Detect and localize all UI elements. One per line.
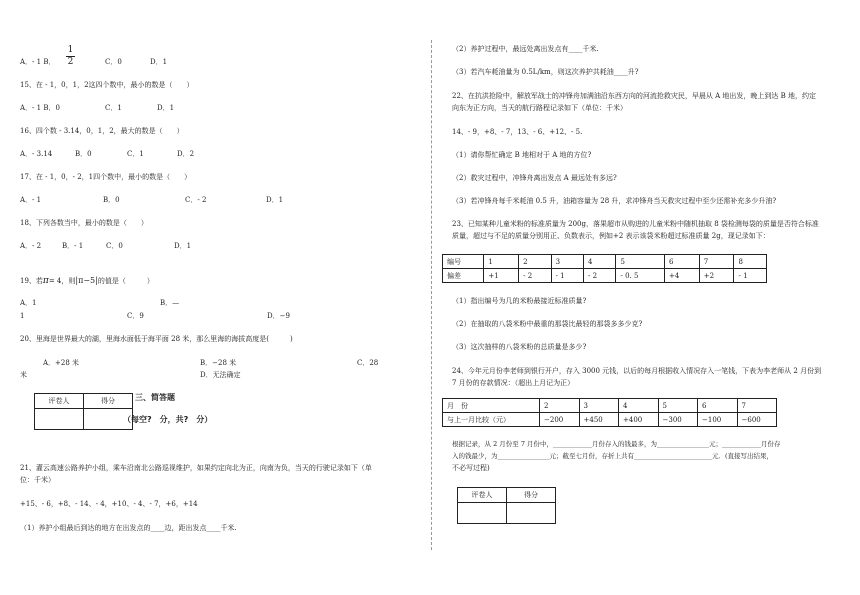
table-cell: 6 (698, 399, 738, 413)
table-cell: 偏差 (443, 269, 484, 283)
q22-part1: （1）请你帮忙确定 B 地相对于 A 地的方位? (452, 151, 592, 159)
table-cell: +2 (699, 269, 734, 283)
q16-stem: 16、四个数 - 3.14，0，1，2，最大的数是（ ） (20, 127, 184, 135)
q20-option-d: D．无法确定 (200, 371, 241, 379)
table-cell: 7 (737, 399, 777, 413)
table-cell: 2 (540, 399, 580, 413)
table-row (443, 399, 777, 413)
table-cell: 8 (734, 255, 767, 269)
score-label: 得分 (507, 488, 556, 503)
q24-table (442, 398, 777, 427)
q16-option-b: B．0 (75, 150, 92, 158)
grader-label: 评卷人 (458, 488, 507, 503)
q16-option-c: C．1 (127, 150, 144, 158)
table-cell: +450 (579, 413, 619, 427)
q17-option-d: D．1 (266, 196, 284, 204)
table-cell: - 0. 5 (616, 269, 664, 283)
score-label: 得分 (84, 394, 133, 409)
section-title: 三、简答题 (135, 393, 175, 402)
q22-stem-cont: 向东为正方向，当天的航行路程记录如下（单位：千米） (452, 104, 627, 112)
q14-option-a: A．- 1 B． (20, 58, 56, 66)
q22-part3: （3）若冲锋舟每千米耗油 0.5 升，油箱容量为 28 升，求冲锋舟当天救灾过程中至少还需补充多少升油? (452, 197, 777, 205)
table-cell: −600 (737, 413, 777, 427)
table-cell: +4 (664, 269, 699, 283)
q20-option-c: C．28 (357, 359, 379, 367)
q15-option-a: A．- 1 B．0 (20, 104, 60, 112)
q14-option-c: C．0 (105, 58, 122, 66)
q20-stem: 20、里海是世界最大的湖，里海水面低于海平面 28 米，那么里海的海拔高度是( ) (20, 335, 293, 343)
abs-expression: |π−5| (75, 276, 98, 285)
q20-option-b: B．−28 米 (200, 359, 237, 367)
table-cell: 4 (619, 399, 659, 413)
q14-fraction (66, 46, 75, 67)
fraction-denominator: 2 (67, 57, 74, 67)
table-cell: - 1 (734, 269, 767, 283)
table-cell: 6 (664, 255, 699, 269)
score-box-left (34, 393, 133, 430)
section-subtitle: （每空? 分，共? 分） (123, 415, 213, 424)
q15-stem: 15、在 - 1，0，1，2这四个数中，最小的数是（ ） (20, 81, 194, 89)
grader-label: 评卷人 (35, 394, 84, 409)
grader-field[interactable] (35, 409, 84, 430)
q23-stem: 23、已知某种儿童米粉的标准质量为 200g，落果超市从购进的儿童米粉中随机抽取 8 袋检测每袋的质量是否符合标准 (452, 220, 819, 228)
q18-option-d: D．1 (174, 242, 192, 250)
q22-part2: （2）救灾过程中，冲锋舟离出发点 A 最远处有多远? (452, 174, 617, 182)
q21-part2: （2）养护过程中，最远处离出发点有____千米. (452, 45, 599, 53)
q24-fill-line3: 不必写过程) (452, 464, 490, 472)
table-cell: +400 (619, 413, 659, 427)
q20-option-a: A．+28 米 (43, 359, 80, 367)
grader-field[interactable] (458, 503, 507, 524)
table-cell: - 2 (519, 269, 551, 283)
q24-fill-line1: 根据记录，从 2 月份至 7 月份中，____________月份存入的钱最多，为________________元；____________月份存 (452, 440, 781, 448)
q18-option-b: B．- 1 (62, 242, 84, 250)
table-cell: - 2 (584, 269, 616, 283)
table-cell: −300 (658, 413, 698, 427)
q18-option-a: A．- 2 (20, 242, 42, 250)
q19-stem-a: 19、若 (20, 277, 43, 285)
table-cell: 5 (616, 255, 664, 269)
q19-stem-eq: = 4，则 (48, 277, 76, 285)
table-cell: - 1 (551, 269, 583, 283)
q16-option-a: A．- 3.14 (20, 150, 53, 158)
q23-part3: （3）这次抽样的八袋米粉的总质量是多少? (452, 343, 587, 351)
q23-part1: （1）指出编号为几的米粉最接近标准质量? (452, 297, 587, 305)
table-cell: −200 (540, 413, 580, 427)
q19-option-a: A．1 (20, 299, 37, 307)
table-cell: 月 份 (443, 399, 540, 413)
q23-part2: （2）在抽取的八袋米粉中最重的那袋比最轻的那袋多多少克? (452, 320, 643, 328)
q19-option-a-cont: 1 (20, 312, 25, 320)
q14-option-d: D．1 (150, 58, 168, 66)
q21-stem-cont: 位：千米） (20, 476, 55, 484)
table-cell: 编号 (443, 255, 484, 269)
q21-part1: （1）养护小组最后到达的地方在出发点的____边，距出发点____千米. (20, 524, 237, 532)
q18-stem: 18、下列各数当中，最小的数是（ ） (20, 219, 148, 227)
table-cell: 与上一月比较（元） (443, 413, 540, 427)
score-box-right (457, 487, 556, 524)
q17-option-b: B．0 (103, 196, 120, 204)
q24-stem: 24、今年元月份李老师到银行开户，存入 3000 元钱，以后的每月根据收入情况存入一笔钱，下表为李老师从 2 月份到 (452, 367, 822, 375)
pi-symbol: π (42, 276, 49, 286)
table-cell: 4 (584, 255, 616, 269)
table-row (443, 413, 777, 427)
table-cell: 1 (484, 255, 519, 269)
q20-option-c-cont: 米 (20, 371, 27, 379)
q15-option-d: D．1 (157, 104, 175, 112)
score-field[interactable] (507, 503, 556, 524)
table-cell: +1 (484, 269, 519, 283)
q19-option-c: C．9 (127, 312, 144, 320)
q22-stem: 22、在抗洪抢险中，解放军战士的冲锋舟加满油沿东西方向的河流抢救灾民，早晨从 A 地出发，晚上到达 B 地，约定 (452, 92, 817, 100)
table-cell: 7 (699, 255, 734, 269)
table-cell: 3 (579, 399, 619, 413)
table-row (443, 255, 767, 269)
q15-option-c: C．1 (105, 104, 122, 112)
q16-option-d: D．2 (177, 150, 195, 158)
q23-table (442, 254, 767, 283)
q23-stem-cont: 质量，超过与不足的质量分别用正、负数表示，例如+2 表示该袋米粉超过标准质量 2g，现记录如下： (452, 232, 770, 240)
q17-option-c: C．- 2 (185, 196, 207, 204)
table-cell: 2 (519, 255, 551, 269)
fraction-numerator: 1 (67, 45, 74, 55)
q24-fill-line2: 入的钱最少，为________________元；截至七月份，存折上共有________________________元．(直接写出结果， (452, 452, 774, 460)
q19-stem (20, 276, 154, 286)
q19-option-b: B．— (160, 299, 180, 307)
q21-stem: 21、灌云高速公路养护小组，乘车沿南北公路巡视维护，如果约定向北为正，向南为负，当天的行驶记录如下（单 (20, 464, 372, 472)
q19-option-d: D．−9 (267, 312, 290, 320)
q17-stem: 17、在 - 1，0，- 2，1四个数中，最小的数是（ ） (20, 173, 192, 181)
q19-stem-b: 的值是（ ） (97, 277, 154, 285)
q17-option-a: A．- 1 (20, 196, 42, 204)
table-cell: 3 (551, 255, 583, 269)
q21-data: +15、- 6，+8、- 14、- 4，+10、- 4、- 7，+6，+14 (20, 500, 198, 508)
q24-stem-cont: 7 月份的存款情况：（超出上月记为正） (452, 379, 575, 387)
table-cell: −100 (698, 413, 738, 427)
table-cell: 5 (658, 399, 698, 413)
q22-data: 14、- 9，+8、- 7，13、- 6、+12、- 5. (452, 128, 583, 136)
q21-part3: （3）若汽车耗油量为 0.5L/km，则这次养护共耗油____升? (452, 68, 639, 76)
table-row (443, 269, 767, 283)
column-divider (431, 40, 432, 550)
q18-option-c: C．0 (106, 242, 123, 250)
